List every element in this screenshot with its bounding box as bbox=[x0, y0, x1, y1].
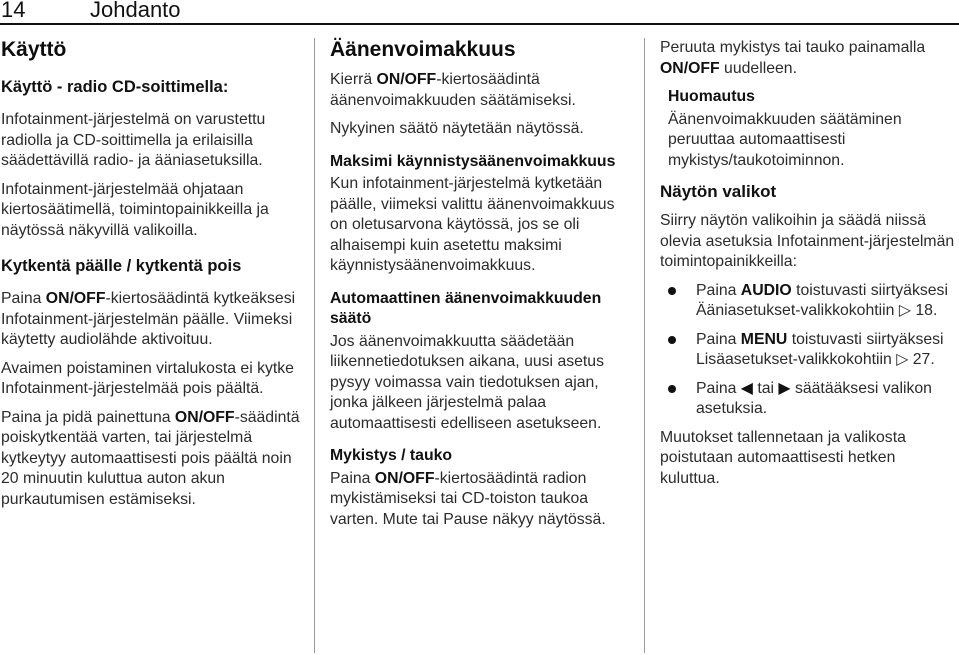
bullet-icon bbox=[668, 287, 676, 295]
paragraph: Infotainment-järjestelmää ohjataan kiertosäätimellä, toimintopainikkeilla ja näytössä näkyvillä valikoilla. bbox=[1, 180, 269, 239]
paragraph: Paina ON/OFF-kiertosäädintä radion mykistämiseksi tai CD-toiston taukoa varten. Mute tai Pause näkyy näytössä. bbox=[330, 469, 606, 528]
paragraph: Nykyinen säätö näytetään näytössä. bbox=[330, 120, 584, 137]
note-box bbox=[660, 87, 959, 171]
bullet-icon bbox=[668, 336, 676, 344]
key-on-off: ON/OFF bbox=[376, 71, 437, 88]
subsection-title-power: Kytkentä päälle / kytkentä pois bbox=[1, 257, 242, 275]
page-reference: 18. bbox=[911, 302, 938, 319]
page-reference: 27. bbox=[908, 351, 935, 368]
column-divider bbox=[314, 38, 315, 653]
key-menu: MENU bbox=[740, 330, 788, 348]
key-on-off: ON/OFF bbox=[660, 59, 720, 77]
list-item: Paina AUDIO toistuvasti siirtyäksesi Ääniasetukset-valikkokohtiin ▷ 18. bbox=[660, 281, 959, 322]
subsection-title: Käyttö - radio CD-soittimella: bbox=[1, 78, 229, 96]
bullet-icon bbox=[668, 385, 676, 393]
column-divider bbox=[644, 38, 645, 653]
note-title: Huomautus bbox=[668, 88, 755, 105]
paragraph: Infotainment-järjestelmä on varustettu radiolla ja CD-soittimella ja erilaisilla säädettävillä radio- ja ääniasetuksilla. bbox=[1, 111, 266, 169]
key-audio: AUDIO bbox=[740, 281, 792, 299]
paragraph: Kierrä ON/OFF-kiertosäädintä äänenvoimakkuuden säätämiseksi. bbox=[330, 71, 576, 109]
section-title-menus: Näytön valikot bbox=[660, 182, 777, 201]
note-text: Äänenvoimakkuuden säätäminen peruuttaa automaattisesti mykistys/taukotoiminnon. bbox=[668, 110, 902, 169]
section-title-kaytto: Käyttö bbox=[1, 38, 67, 61]
key-on-off: ON/OFF bbox=[45, 290, 106, 307]
section-title-volume: Äänenvoimakkuus bbox=[330, 38, 516, 61]
column-2 bbox=[330, 30, 628, 538]
key-on-off: ON/OFF bbox=[174, 408, 235, 426]
arrow-right-icon: ▶ bbox=[778, 379, 791, 397]
paragraph: Avaimen poistaminen virtalukosta ei kytke Infotainment-järjestelmää pois päältä. bbox=[1, 359, 294, 397]
list-item: Paina MENU toistuvasti siirtyäksesi Lisäasetukset-valikkokohtiin ▷ 27. bbox=[660, 330, 959, 371]
chapter-title: Johdanto bbox=[90, 0, 181, 22]
key-on-off: ON/OFF bbox=[374, 469, 435, 487]
page-number: 14 bbox=[1, 0, 26, 22]
bullet-list bbox=[660, 281, 959, 420]
paragraph: Paina ja pidä painettuna ON/OFF-säädintä poiskytkentää varten, tai järjestelmä kytkeytyy automaattisesti pois päältä noin 20 minuutin kuluttua auton akun purkautumisen estämiseksi. bbox=[1, 408, 300, 508]
subsection-title-auto-volume: Automaattinen äänenvoimakkuuden säätö bbox=[330, 289, 602, 327]
paragraph: Paina ON/OFF-kiertosäädintä kytkeäksesi Infotainment-järjestelmän päälle. Viimeksi käytetty audiolähde aktivoituu. bbox=[1, 290, 296, 348]
page-reference-icon: ▷ bbox=[898, 302, 911, 319]
page-header bbox=[0, 0, 959, 24]
header-rule bbox=[0, 23, 959, 25]
page-reference-icon: ▷ bbox=[896, 351, 909, 368]
arrow-left-icon: ◀ bbox=[740, 379, 753, 397]
subsection-title-max-volume: Maksimi käynnistysäänenvoimakkuus bbox=[330, 152, 616, 170]
paragraph: Kun infotainment-järjestelmä kytketään päälle, viimeksi valittu äänenvoimakkuus on oletusarvona käytössä, jos se oli alhaisempi kuin asetettu maksimi käynnistysäänenvoimakkuus. bbox=[330, 175, 615, 274]
list-item: Paina ◀ tai ▶ säätääksesi valikon asetuksia. bbox=[660, 379, 959, 420]
paragraph: Jos äänenvoimakkuutta säädetään liikennetiedotuksen aikana, uusi asetus pysyy voimassa vain tiedotuksen ajan, jonka jälkeen järjestelmä palaa automaattisesti edelliseen asetukseen. bbox=[330, 332, 604, 432]
subsection-title-mute: Mykistys / tauko bbox=[330, 447, 453, 464]
paragraph: Muutokset tallennetaan ja valikosta poistutaan automaattisesti hetken kuluttua. bbox=[660, 428, 906, 487]
column-1 bbox=[1, 30, 301, 518]
column-3 bbox=[660, 30, 959, 497]
paragraph: Siirry näytön valikoihin ja säädä niissä olevia asetuksia Infotainment-järjestelmän toimintopainikkeilla: bbox=[660, 212, 955, 270]
paragraph: Peruuta mykistys tai tauko painamalla ON/OFF uudelleen. bbox=[660, 39, 926, 77]
